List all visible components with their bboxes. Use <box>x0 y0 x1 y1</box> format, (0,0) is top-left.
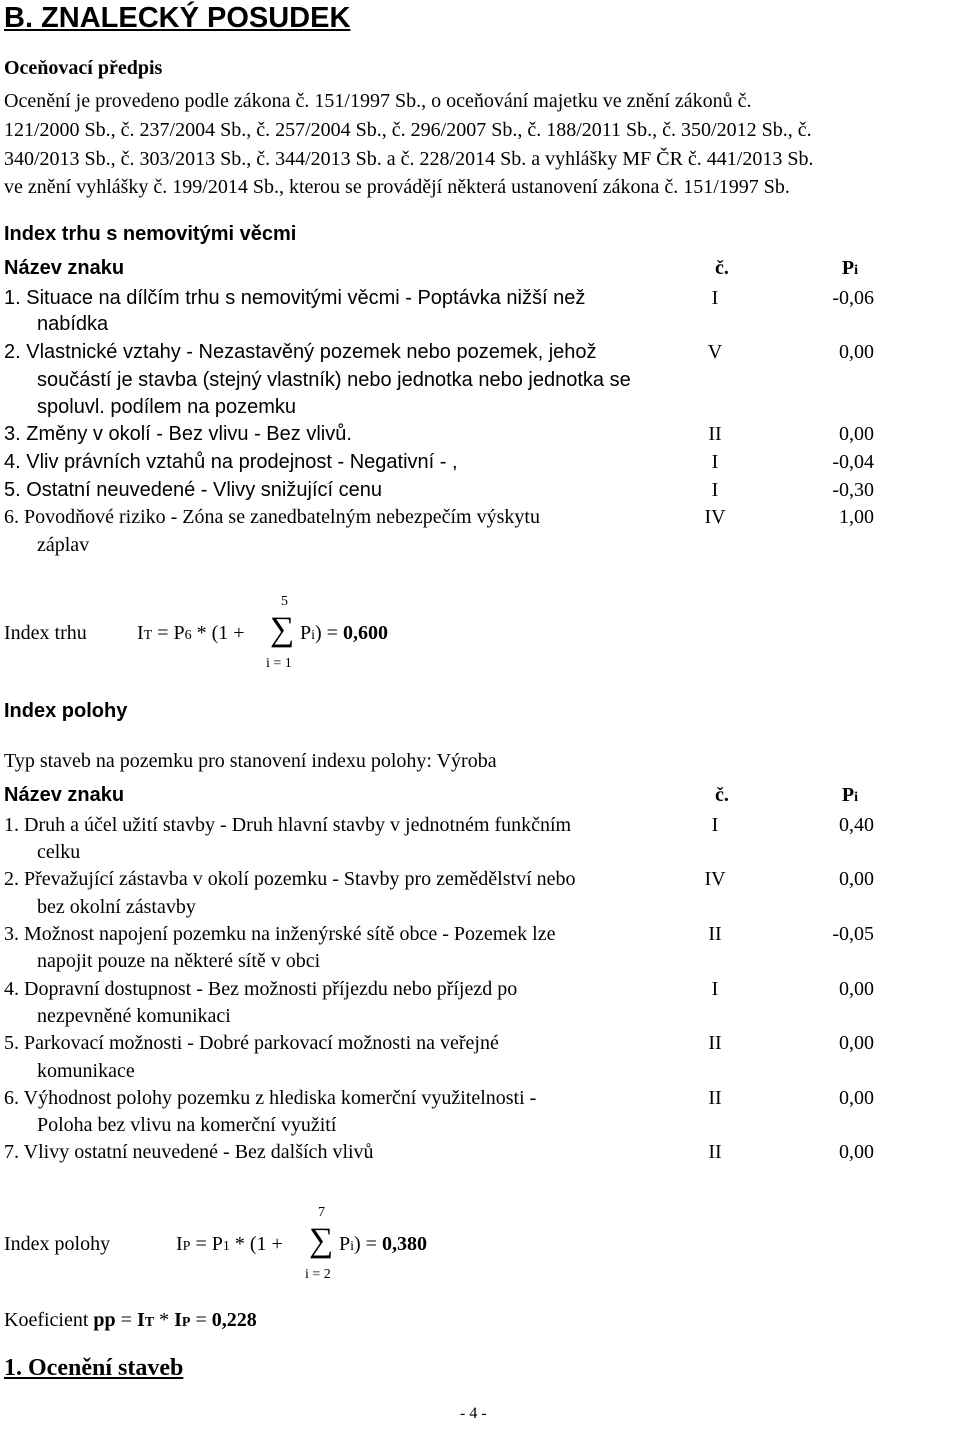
column-header-number: č. <box>715 784 729 806</box>
intro-line: 340/2013 Sb., č. 303/2013 Sb., č. 344/2013 Sb. a č. 228/2014 Sb. a vyhlášky MF ČR č. 441/2013 Sb. <box>4 148 814 170</box>
sigma-symbol: ∑ <box>270 611 295 648</box>
column-header-name: Název znaku <box>4 784 125 806</box>
formula-label: Index trhu <box>4 622 87 644</box>
row-continuation: nabídka <box>37 313 109 335</box>
table-row: 6. Povodňové riziko - Zóna se zanedbatelným nebezpečím výskytu IV 1,00 <box>4 506 874 528</box>
table-row: 5. Ostatní neuvedené - Vlivy snižující cenu I -0,30 <box>4 479 874 501</box>
section-heading-valuation: 1. Ocenění staveb <box>4 1355 184 1381</box>
column-header-p: Pi <box>841 257 858 279</box>
table-row: 5. Parkovací možnosti - Dobré parkovací možnosti na veřejné II 0,00 <box>4 1032 874 1054</box>
table-row: 2. Převažující zástavba v okolí pozemku - Stavby pro zemědělství nebo IV 0,00 <box>4 868 874 890</box>
sum-upper-limit: 5 <box>281 594 288 609</box>
sum-lower-limit: i = 1 <box>266 656 292 671</box>
table-row: 7. Vlivy ostatní neuvedené - Bez dalších vlivů II 0,00 <box>4 1141 874 1163</box>
table-row: 3. Možnost napojení pozemku na inženýrské sítě obce - Pozemek lze II -0,05 <box>4 923 874 945</box>
location-heading: Index polohy <box>4 700 128 722</box>
row-continuation: součástí je stavba (stejný vlastník) nebo jednotka nebo jednotka se <box>37 369 631 391</box>
market-table-header <box>4 257 874 285</box>
section-subtitle: Oceňovací předpis <box>4 57 163 79</box>
market-index-formula: IT = P6 * (1 + <box>137 622 245 644</box>
intro-line: 121/2000 Sb., č. 237/2004 Sb., č. 257/2004 Sb., č. 296/2007 Sb., č. 188/2011 Sb., č. 350/2012 Sb., č. <box>4 119 812 141</box>
table-row: 4. Vliv právních vztahů na prodejnost - Negativní - , I -0,04 <box>4 451 874 473</box>
market-heading: Index trhu s nemovitými věcmi <box>4 223 297 245</box>
sum-upper-limit: 7 <box>318 1205 325 1220</box>
sum-lower-limit: i = 2 <box>305 1267 331 1282</box>
table-row: 4. Dopravní dostupnost - Bez možnosti příjezdu nebo příjezd po I 0,00 <box>4 978 874 1000</box>
row-continuation: spoluvl. podílem na pozemku <box>37 396 297 418</box>
column-header-p: Pi <box>841 784 858 806</box>
location-index-formula: IP = P1 * (1 + <box>176 1233 283 1255</box>
table-row: 1. Druh a účel užití stavby - Druh hlavní stavby v jednotném funkčním I 0,40 <box>4 814 874 836</box>
column-header-name: Název znaku <box>4 257 125 279</box>
intro-line: Ocenění je provedeno podle zákona č. 151/1997 Sb., o oceňování majetku ve znění zákonů č. <box>4 90 752 112</box>
page-number: - 4 - <box>460 1405 487 1422</box>
row-continuation: komunikace <box>37 1060 135 1082</box>
coefficient-line: Koeficient pp = IT * IP = 0,228 <box>4 1309 257 1331</box>
location-table-header <box>4 784 874 812</box>
intro-line: ve znění vyhlášky č. 199/2014 Sb., kterou se provádějí některá ustanovení zákona č. 151/1997 Sb. <box>4 176 790 198</box>
market-index-formula-tail: Pi) = 0,600 <box>300 622 388 644</box>
row-continuation: nezpevněné komunikaci <box>37 1005 231 1027</box>
table-row: 1. Situace na dílčím trhu s nemovitými věcmi - Poptávka nižší než I -0,06 <box>4 287 874 309</box>
page-title: B. ZNALECKÝ POSUDEK <box>4 2 351 34</box>
row-continuation: celku <box>37 841 81 863</box>
table-row: 6. Výhodnost polohy pozemku z hlediska komerční využitelnosti - II 0,00 <box>4 1087 874 1109</box>
row-continuation: Poloha bez vlivu na komerční využití <box>37 1114 337 1136</box>
row-continuation: záplav <box>37 534 90 556</box>
row-continuation: bez okolní zástavby <box>37 896 196 918</box>
row-continuation: napojit pouze na některé sítě v obci <box>37 950 321 972</box>
sigma-symbol: ∑ <box>309 1222 334 1259</box>
location-index-formula-tail: Pi) = 0,380 <box>339 1233 427 1255</box>
building-type-line: Typ staveb na pozemku pro stanovení indexu polohy: Výroba <box>4 750 497 772</box>
column-header-number: č. <box>715 257 729 279</box>
table-row: 2. Vlastnické vztahy - Nezastavěný pozemek nebo pozemek, jehož V 0,00 <box>4 341 874 363</box>
formula-label: Index polohy <box>4 1233 111 1255</box>
table-row: 3. Změny v okolí - Bez vlivu - Bez vlivů. II 0,00 <box>4 423 874 445</box>
